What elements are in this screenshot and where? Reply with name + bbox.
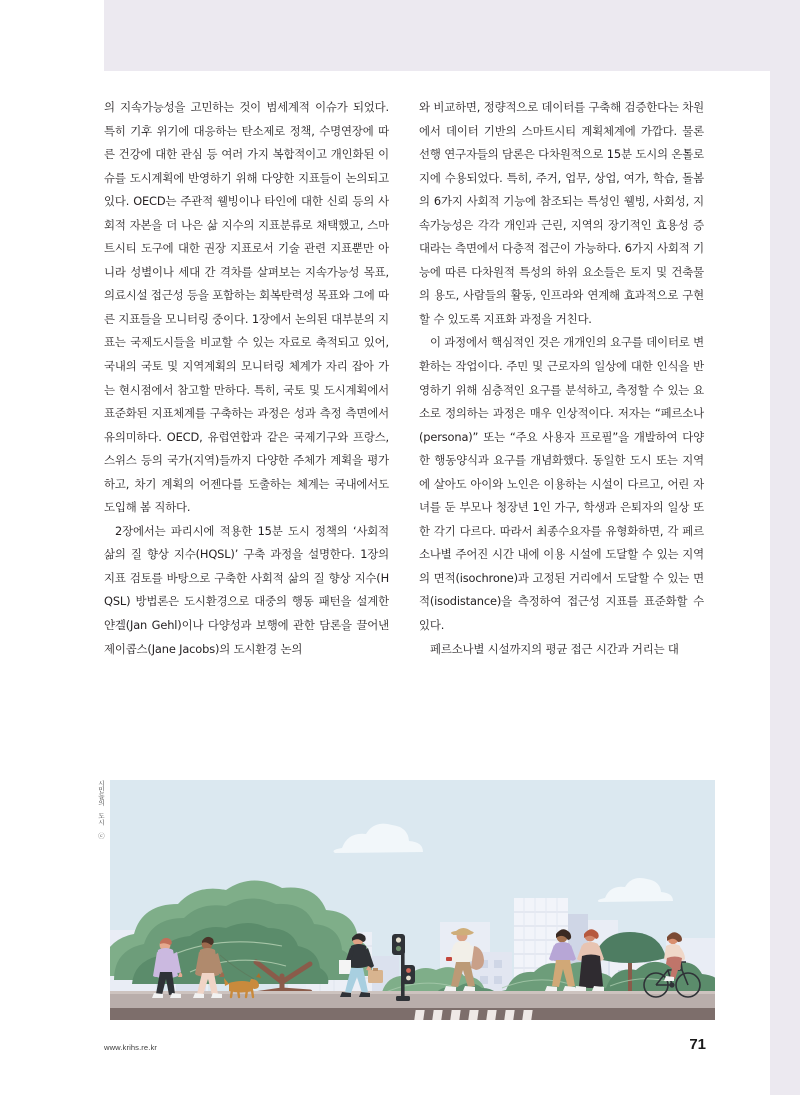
paragraph: 2장에서는 파리시에 적용한 15분 도시 정책의 ‘사회적 삶의 질 향상 지수(HQSL)’ 구축 과정을 설명한다. 1장의 지표 검토를 바탕으로 구축한 사회적 삶의 질 향상 지수(HQSL) 방법론은 도시환경으로 대중의 행동 패턴을 설계한 얀겔(Jan Gehl)이나 다양성과 보행에 관한 담론을 끌어낸 제이콥스(Jane Jacobs)의 도시환경 논의 bbox=[104, 523, 389, 656]
paragraph: 의 지속가능성을 고민하는 것이 범세계적 이슈가 되었다. 특히 기후 위기에 대응하는 탄소제로 정책, 수명연장에 따른 건강에 대한 관심 등 여러 가지 복합적이고 개인화된 이슈를 도시계획에 반영하기 위해 다양한 지표들이 논의되고 있다. OECD는 주관적 웰빙이나 타인에 대한 신뢰 등의 사회적 자본을 더 나은 삶 지수의 지표분류로 채택했고, 스마트시티 도구에 대한 권장 지표로서 기술 관련 지표뿐만 아니라 성별이나 세대 간 격차를 살펴보는 지속가능성 목표, 의료시설 접근성 등을 포함하는 회복탄력성 목표와 그에 따른 지표들을 모니터링 중이다. 1장에서 논의된 대부분의 지표는 국제도시들을 비교할 수 있는 자료로 축적되고 있어, 국내의 국토 및 지역계획의 모니터링 체계가 자리 잡아 가는 현시점에서 참고할 만하다. 특히, 국토 및 도시계획에서 표준화된 지표체계를 구축하는 과정은 성과 측정 측면에서 유의미하다. OECD, 유럽연합과 같은 국제기구와 프랑스, 스위스 등의 국가(지역)들까지 다양한 주체가 계획을 평가하고, 차기 계획의 어젠다를 도출하는 체계는 국내에서도 도입해 봄 직하다. bbox=[104, 100, 389, 515]
paper-top-left-notch bbox=[0, 0, 104, 71]
text-column-left bbox=[104, 96, 389, 661]
figure-block bbox=[86, 780, 715, 1020]
city-street-pedestrians-illustration bbox=[110, 780, 715, 1020]
paragraph: 페르소나별 시설까지의 평균 접근 시간과 거리는 대 bbox=[430, 641, 679, 656]
figure-caption: 시민들의 도시 ⓒ bbox=[97, 780, 104, 839]
mobile-phone bbox=[446, 957, 452, 961]
illustration-svg bbox=[110, 780, 715, 1020]
footer-website-url[interactable]: www.krihs.re.kr bbox=[104, 1043, 157, 1052]
road bbox=[110, 1008, 715, 1020]
page-number: 71 bbox=[689, 1036, 706, 1053]
paragraph: 이 과정에서 핵심적인 것은 개개인의 요구를 데이터로 변환하는 작업이다. 주민 및 근로자의 일상에 대한 인식을 반영하기 위해 심층적인 요구를 분석하고, 측정할 수 있는 요소로 정의하는 과정은 매우 인상적이다. 저자는 “페르소나(persona)” 또는 “주요 사용자 프로필”을 개발하여 다양한 행동양식과 요구를 개념화했다. 동일한 도시 또는 지역에 살아도 아이와 노인은 이용하는 시설이 다르고, 어린 자녀를 둔 부모나 청장년 1인 가구, 학생과 은퇴자의 일상 또한 각기 다르다. 따라서 최종수요자를 유형화하면, 각 페르소나별 주어진 시간 내에 이용 시설에 도달할 수 있는 지역의 면적(isochrone)과 고정된 거리에서 도달할 수 있는 면적(isodistance)을 측정하여 접근성 지표를 표준화할 수 있다. bbox=[419, 335, 704, 633]
text-column-right bbox=[419, 96, 704, 661]
paragraph: 와 비교하면, 정량적으로 데이터를 구축해 검증한다는 차원에서 데이터 기반의 스마트시티 계획체계에 가깝다. 물론 선행 연구자들의 담론은 다차원적으로 15분 도시의 온톨로지에 수용되었다. 특히, 주거, 업무, 상업, 여가, 학습, 돌봄의 6가지 사회적 기능에 참조되는 특성인 웰빙, 사회성, 지속가능성은 각각 개인과 근린, 지역의 장기적인 효용성 증대라는 측면에서 다층적 접근이 가능하다. 6가지 사회적 기능에 따른 다차원적 특성의 하위 요소들은 토지 및 건축물의 용도, 사람들의 활동, 인프라와 연계해 효과적으로 구현할 수 있도록 지표화 과정을 거친다. bbox=[419, 100, 704, 326]
